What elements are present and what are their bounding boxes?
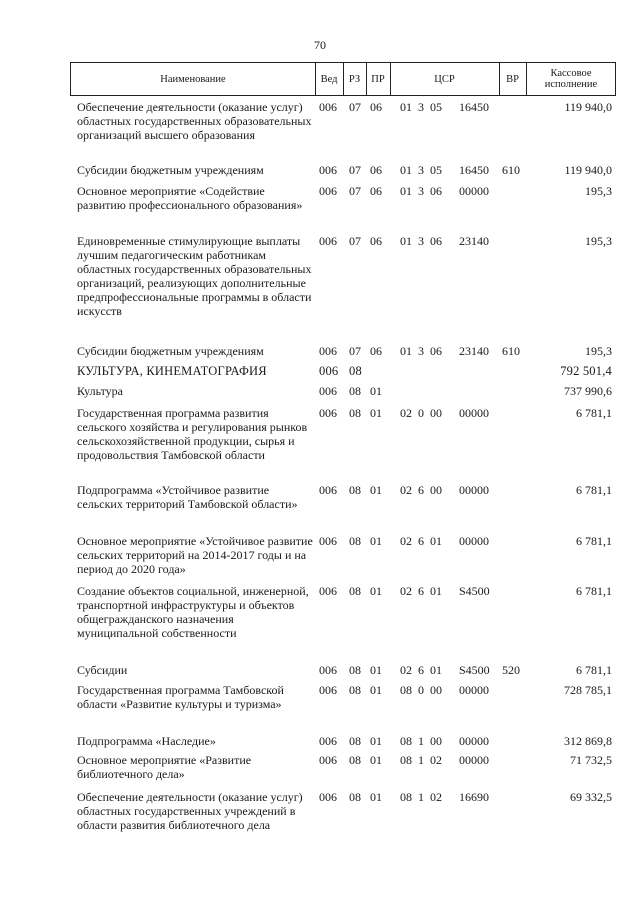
- row-rz: 08: [349, 364, 362, 378]
- row-ved: 006: [319, 790, 337, 804]
- row-name: Создание объектов социальной, инженерной, транспортной инфраструктуры и объектов общегражданского назначения муниципальной собственности: [77, 584, 309, 640]
- row-csr-program: 02: [400, 406, 412, 420]
- row-amount: 6 781,1: [576, 584, 612, 598]
- row-rz: 08: [349, 406, 361, 420]
- row-csr-subprogram: 0: [418, 406, 424, 420]
- row-csr-direction: 16450: [459, 163, 489, 177]
- row-ved: 006: [319, 384, 337, 398]
- table-row: [0, 344, 640, 364]
- row-csr-subprogram: 3: [418, 184, 424, 198]
- row-csr-program: 02: [400, 534, 412, 548]
- row-pr: 01: [370, 534, 382, 548]
- row-name: Субсидии: [77, 663, 128, 677]
- row-csr-event: 06: [430, 234, 442, 248]
- row-csr-program: 02: [400, 483, 412, 497]
- row-csr-program: 02: [400, 584, 412, 598]
- row-amount: 6 781,1: [576, 663, 612, 677]
- row-vr: 520: [502, 663, 520, 677]
- row-pr: 01: [370, 753, 382, 767]
- row-csr-event: 02: [430, 790, 442, 804]
- row-csr-subprogram: 6: [418, 584, 424, 598]
- row-csr-program: 08: [400, 790, 412, 804]
- row-ved: 006: [319, 663, 337, 677]
- row-csr-direction: 00000: [459, 753, 489, 767]
- row-pr: 01: [370, 406, 382, 420]
- row-pr: 01: [370, 483, 382, 497]
- row-name: Государственная программа развития сельского хозяйства и регулирования рынков сельскохозяйственной продукции, сырья и продовольствия Тамбовской области: [77, 406, 308, 462]
- row-pr: 06: [370, 163, 382, 177]
- table-row: [0, 753, 640, 790]
- header-name: Наименование: [160, 73, 226, 85]
- row-name: Подпрограмма «Наследие»: [77, 734, 216, 748]
- row-csr-direction: 00000: [459, 734, 489, 748]
- table-row: [0, 384, 640, 406]
- header-rz: РЗ: [348, 73, 361, 85]
- table-row: [0, 406, 640, 483]
- row-csr-subprogram: 0: [418, 683, 424, 697]
- row-csr-subprogram: 3: [418, 100, 424, 114]
- row-rz: 07: [349, 234, 361, 248]
- row-rz: 08: [349, 534, 361, 548]
- row-rz: 08: [349, 663, 361, 677]
- row-name: Субсидии бюджетным учреждениям: [77, 163, 264, 177]
- row-pr: 06: [370, 234, 382, 248]
- row-ved: 006: [319, 184, 337, 198]
- table-row: [0, 483, 640, 534]
- row-rz: 07: [349, 184, 361, 198]
- row-ved: 006: [319, 753, 337, 767]
- row-csr-direction: 00000: [459, 534, 489, 548]
- row-name: Основное мероприятие «Развитие библиотечного дела»: [77, 753, 252, 781]
- row-name: Обеспечение деятельности (оказание услуг) областных государственных учреждений в области развития библиотечного дела: [77, 790, 303, 832]
- row-csr-event: 00: [430, 483, 442, 497]
- row-csr-direction: 00000: [459, 184, 489, 198]
- row-csr-subprogram: 3: [418, 344, 424, 358]
- row-csr-event: 05: [430, 163, 442, 177]
- row-name: Обеспечение деятельности (оказание услуг) областных государственных образовательных организаций высшего образования: [77, 100, 312, 142]
- row-amount: 69 332,5: [570, 790, 612, 804]
- row-amount: 6 781,1: [576, 534, 612, 548]
- row-csr-event: 00: [430, 406, 442, 420]
- row-csr-event: 06: [430, 344, 442, 358]
- header-ved: Вед: [320, 73, 338, 85]
- row-csr-subprogram: 1: [418, 753, 424, 767]
- row-csr-subprogram: 3: [418, 163, 424, 177]
- row-ved: 006: [319, 344, 337, 358]
- row-pr: 01: [370, 790, 382, 804]
- table-row: [0, 234, 640, 344]
- row-csr-direction: 00000: [459, 406, 489, 420]
- row-csr-subprogram: 1: [418, 790, 424, 804]
- header-amount: Кассовое исполнение: [544, 68, 598, 90]
- row-name: Субсидии бюджетным учреждениям: [77, 344, 264, 358]
- row-vr: 610: [502, 344, 520, 358]
- row-rz: 08: [349, 483, 361, 497]
- table-row: [0, 584, 640, 663]
- table-row: [0, 534, 640, 584]
- row-amount: 119 940,0: [564, 100, 612, 114]
- row-csr-event: 01: [430, 584, 442, 598]
- row-name: Государственная программа Тамбовской области «Развитие культуры и туризма»: [77, 683, 284, 711]
- row-csr-subprogram: 6: [418, 483, 424, 497]
- table-row: [0, 790, 640, 854]
- row-csr-subprogram: 3: [418, 234, 424, 248]
- row-csr-program: 08: [400, 734, 412, 748]
- row-csr-program: 01: [400, 234, 412, 248]
- row-ved: 006: [319, 584, 337, 598]
- row-name: КУЛЬТУРА, КИНЕМАТОГРАФИЯ: [77, 364, 267, 378]
- row-pr: 01: [370, 384, 382, 398]
- table-row: [0, 184, 640, 234]
- row-rz: 07: [349, 344, 361, 358]
- row-csr-direction: S4500: [459, 663, 490, 677]
- table-row: [0, 663, 640, 683]
- row-rz: 08: [349, 584, 361, 598]
- row-csr-direction: 23140: [459, 234, 489, 248]
- row-amount: 737 990,6: [564, 384, 612, 398]
- row-pr: 06: [370, 344, 382, 358]
- row-csr-direction: 23140: [459, 344, 489, 358]
- row-ved: 006: [319, 406, 337, 420]
- row-ved: 006: [319, 364, 339, 378]
- row-pr: 01: [370, 734, 382, 748]
- row-rz: 07: [349, 163, 361, 177]
- row-csr-event: 02: [430, 753, 442, 767]
- header-pr: ПР: [371, 73, 385, 85]
- table-row: [0, 683, 640, 734]
- row-name: Подпрограмма «Устойчивое развитие сельских территорий Тамбовской области»: [77, 483, 298, 511]
- row-csr-program: 01: [400, 344, 412, 358]
- row-amount: 195,3: [585, 234, 612, 248]
- row-rz: 08: [349, 384, 361, 398]
- row-amount: 728 785,1: [564, 683, 612, 697]
- row-pr: 01: [370, 584, 382, 598]
- table-header: [70, 62, 616, 96]
- row-name: Основное мероприятие «Устойчивое развитие сельских территорий на 2014-2017 годы и на период до 2020 года»: [77, 534, 313, 576]
- row-pr: 06: [370, 100, 382, 114]
- row-amount: 195,3: [585, 184, 612, 198]
- row-csr-event: 05: [430, 100, 442, 114]
- table-row: [0, 364, 640, 384]
- page-number: 70: [314, 38, 326, 52]
- row-csr-subprogram: 6: [418, 534, 424, 548]
- header-csr: ЦСР: [434, 73, 455, 85]
- row-csr-direction: 16450: [459, 100, 489, 114]
- table-row: [0, 100, 640, 163]
- row-rz: 07: [349, 100, 361, 114]
- row-csr-event: 06: [430, 184, 442, 198]
- row-csr-program: 01: [400, 100, 412, 114]
- row-amount: 71 732,5: [570, 753, 612, 767]
- row-csr-event: 00: [430, 734, 442, 748]
- row-csr-event: 01: [430, 663, 442, 677]
- row-amount: 312 869,8: [564, 734, 612, 748]
- row-csr-event: 00: [430, 683, 442, 697]
- row-name: Культура: [77, 384, 123, 398]
- row-ved: 006: [319, 734, 337, 748]
- row-name: Единовременные стимулирующие выплаты лучшим педагогическим работникам областных государственных образовательных организаций, реализующих дополнительные предпрофессиональные программы в области искусств: [77, 234, 312, 318]
- row-csr-program: 08: [400, 753, 412, 767]
- row-csr-program: 01: [400, 163, 412, 177]
- row-amount: 6 781,1: [576, 483, 612, 497]
- row-vr: 610: [502, 163, 520, 177]
- row-csr-direction: 00000: [459, 683, 489, 697]
- row-amount: 119 940,0: [564, 163, 612, 177]
- row-csr-program: 02: [400, 663, 412, 677]
- table-row: [0, 163, 640, 184]
- row-ved: 006: [319, 483, 337, 497]
- table-body: [0, 100, 640, 854]
- row-amount: 195,3: [585, 344, 612, 358]
- row-csr-direction: 16690: [459, 790, 489, 804]
- row-csr-event: 01: [430, 534, 442, 548]
- row-rz: 08: [349, 753, 361, 767]
- table-row: [0, 734, 640, 753]
- row-pr: 01: [370, 683, 382, 697]
- row-ved: 006: [319, 100, 337, 114]
- row-csr-direction: S4500: [459, 584, 490, 598]
- row-pr: 06: [370, 184, 382, 198]
- row-csr-program: 08: [400, 683, 412, 697]
- row-ved: 006: [319, 683, 337, 697]
- row-csr-direction: 00000: [459, 483, 489, 497]
- row-amount: 6 781,1: [576, 406, 612, 420]
- row-amount: 792 501,4: [560, 364, 612, 378]
- row-ved: 006: [319, 163, 337, 177]
- row-csr-subprogram: 1: [418, 734, 424, 748]
- row-rz: 08: [349, 734, 361, 748]
- row-pr: 01: [370, 663, 382, 677]
- row-csr-subprogram: 6: [418, 663, 424, 677]
- row-rz: 08: [349, 790, 361, 804]
- row-rz: 08: [349, 683, 361, 697]
- row-ved: 006: [319, 534, 337, 548]
- header-vr: ВР: [506, 73, 519, 85]
- row-ved: 006: [319, 234, 337, 248]
- row-name: Основное мероприятие «Содействие развитию профессионального образования»: [77, 184, 303, 212]
- row-csr-program: 01: [400, 184, 412, 198]
